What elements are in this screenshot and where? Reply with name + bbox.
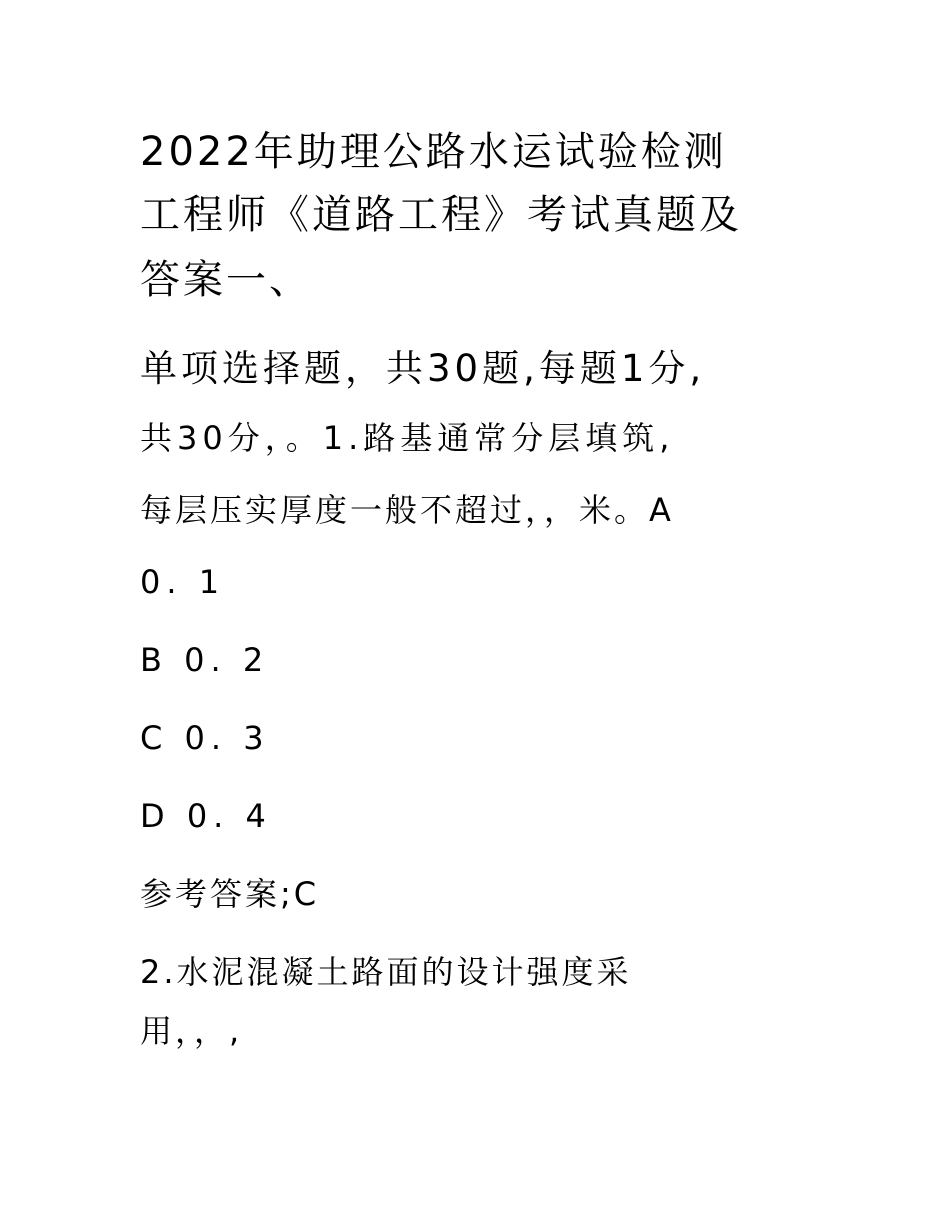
document-title-line-2: 工程师《道路工程》考试真题及 — [140, 192, 742, 238]
question-2-line-2: 用，，, — [140, 1012, 243, 1050]
question-1-option-c: C 0. 3 — [140, 719, 270, 757]
section-header-line-2: 共30分，。1.路基通常分层填筑, — [140, 419, 675, 457]
question-1-option-d: D 0. 4 — [140, 797, 272, 835]
document-title-line-1: 2022年助理公路水运试验检测 — [140, 129, 727, 175]
question-1-option-a: 0. 1 — [140, 563, 226, 601]
question-2-line-1: 2.水泥混凝土路面的设计强度采 — [140, 953, 632, 991]
question-1-option-b: B 0. 2 — [140, 641, 270, 679]
document-title-line-3: 答案一、 — [140, 257, 312, 303]
question-1-stem: 每层压实厚度一般不超过，，米。A — [140, 491, 674, 529]
section-header-line-1: 单项选择题，共30题,每题1分, — [140, 347, 706, 390]
question-1-answer: 参考答案;C — [140, 875, 320, 913]
